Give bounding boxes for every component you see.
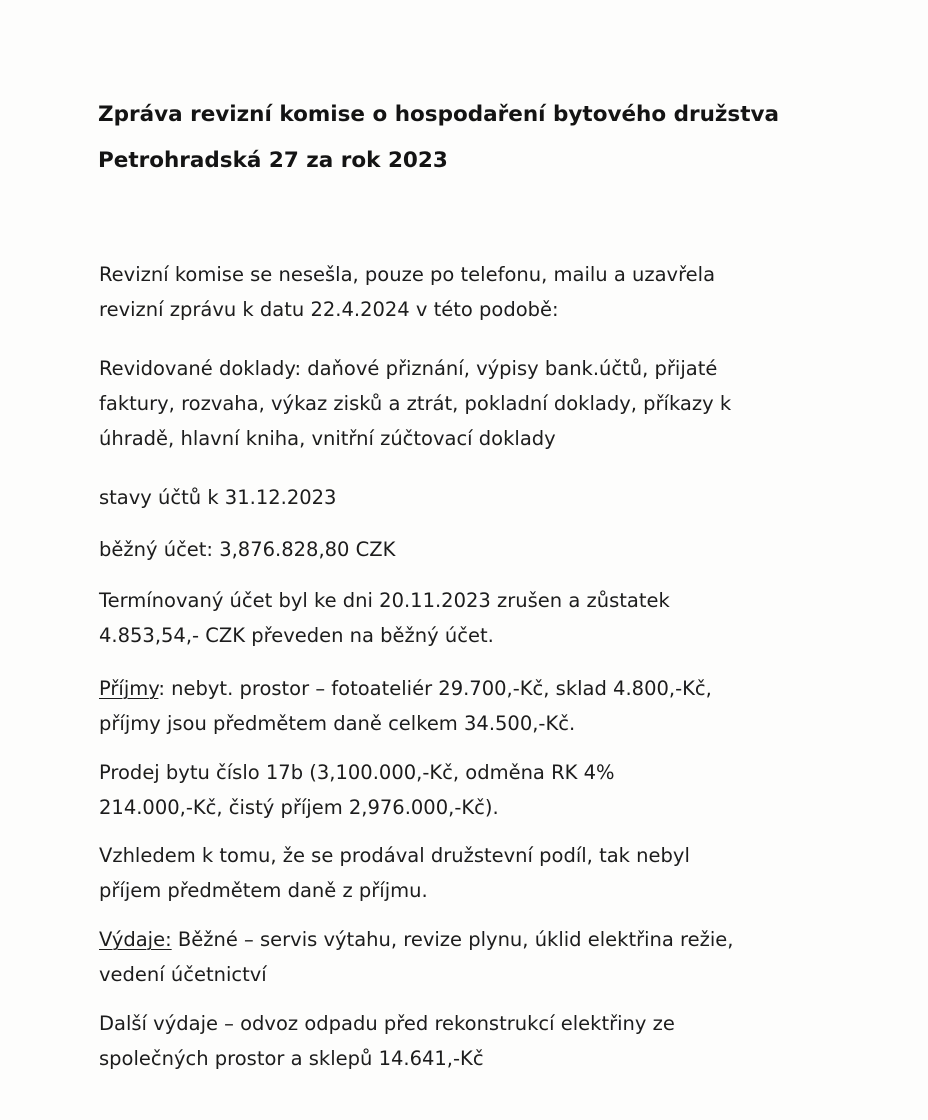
expenses-line-2: vedení účetnictví xyxy=(99,963,267,986)
expenses-line-1 xyxy=(99,922,899,957)
sale-line-2: 214.000,-Kč, čistý příjem 2,976.000,-Kč). xyxy=(99,796,499,819)
term-account-paragraph xyxy=(99,583,899,653)
docs-line-3: úhradě, hlavní kniha, vnitřní zúčtovací doklady xyxy=(99,427,556,450)
docs-line-1: Revidované doklady: daňové přiznání, výpisy bank.účtů, přijaté xyxy=(99,357,718,380)
intro-line-2: revizní zprávu k datu 22.4.2024 v této podobě: xyxy=(99,298,559,321)
balances-heading-text: stavy účtů k 31.12.2023 xyxy=(99,486,337,509)
tax-line-1: Vzhledem k tomu, že se prodával družstevní podíl, tak nebyl xyxy=(99,844,690,867)
document-title xyxy=(98,92,878,184)
title-line-1: Zpráva revizní komise o hospodaření bytového družstva xyxy=(98,102,780,127)
term-line-1: Termínovaný účet byl ke dni 20.11.2023 zrušen a zůstatek xyxy=(99,589,670,612)
term-line-2: 4.853,54,- CZK převeden na běžný účet. xyxy=(99,624,494,647)
income-line-1-rest: : nebyt. prostor – fotoateliér 29.700,-Kč, sklad 4.800,-Kč, xyxy=(158,677,712,700)
other-line-2: společných prostor a sklepů 14.641,-Kč xyxy=(99,1047,484,1070)
expenses-label: Výdaje: xyxy=(99,928,172,951)
intro-line-1: Revizní komise se nesešla, pouze po telefonu, mailu a uzavřela xyxy=(99,263,716,286)
tax-line-2: příjem předmětem daně z příjmu. xyxy=(99,879,428,902)
income-label: Příjmy xyxy=(99,677,159,700)
title-line-2: Petrohradská 27 za rok 2023 xyxy=(98,148,448,173)
sale-line-1: Prodej bytu číslo 17b (3,100.000,-Kč, odměna RK 4% xyxy=(99,761,615,784)
other-expenses-paragraph xyxy=(99,1006,899,1076)
income-line-2: příjmy jsou předmětem daně celkem 34.500,-Kč. xyxy=(99,712,576,735)
income-paragraph xyxy=(99,671,899,741)
apartment-sale-paragraph xyxy=(99,755,899,825)
expenses-paragraph xyxy=(99,922,899,992)
income-line-1 xyxy=(99,671,899,706)
docs-line-2: faktury, rozvaha, výkaz zisků a ztrát, pokladní doklady, příkazy k xyxy=(99,392,732,415)
other-line-1: Další výdaje – odvoz odpadu před rekonstrukcí elektřiny ze xyxy=(99,1012,675,1035)
balances-heading xyxy=(99,480,899,515)
current-account-paragraph xyxy=(99,532,899,567)
current-account-text: běžný účet: 3,876.828,80 CZK xyxy=(99,538,396,561)
intro-paragraph xyxy=(99,257,899,327)
revised-documents-paragraph xyxy=(99,351,899,456)
tax-paragraph xyxy=(99,838,899,908)
expenses-line-1-rest: Běžné – servis výtahu, revize plynu, úklid elektřina režie, xyxy=(171,928,734,951)
